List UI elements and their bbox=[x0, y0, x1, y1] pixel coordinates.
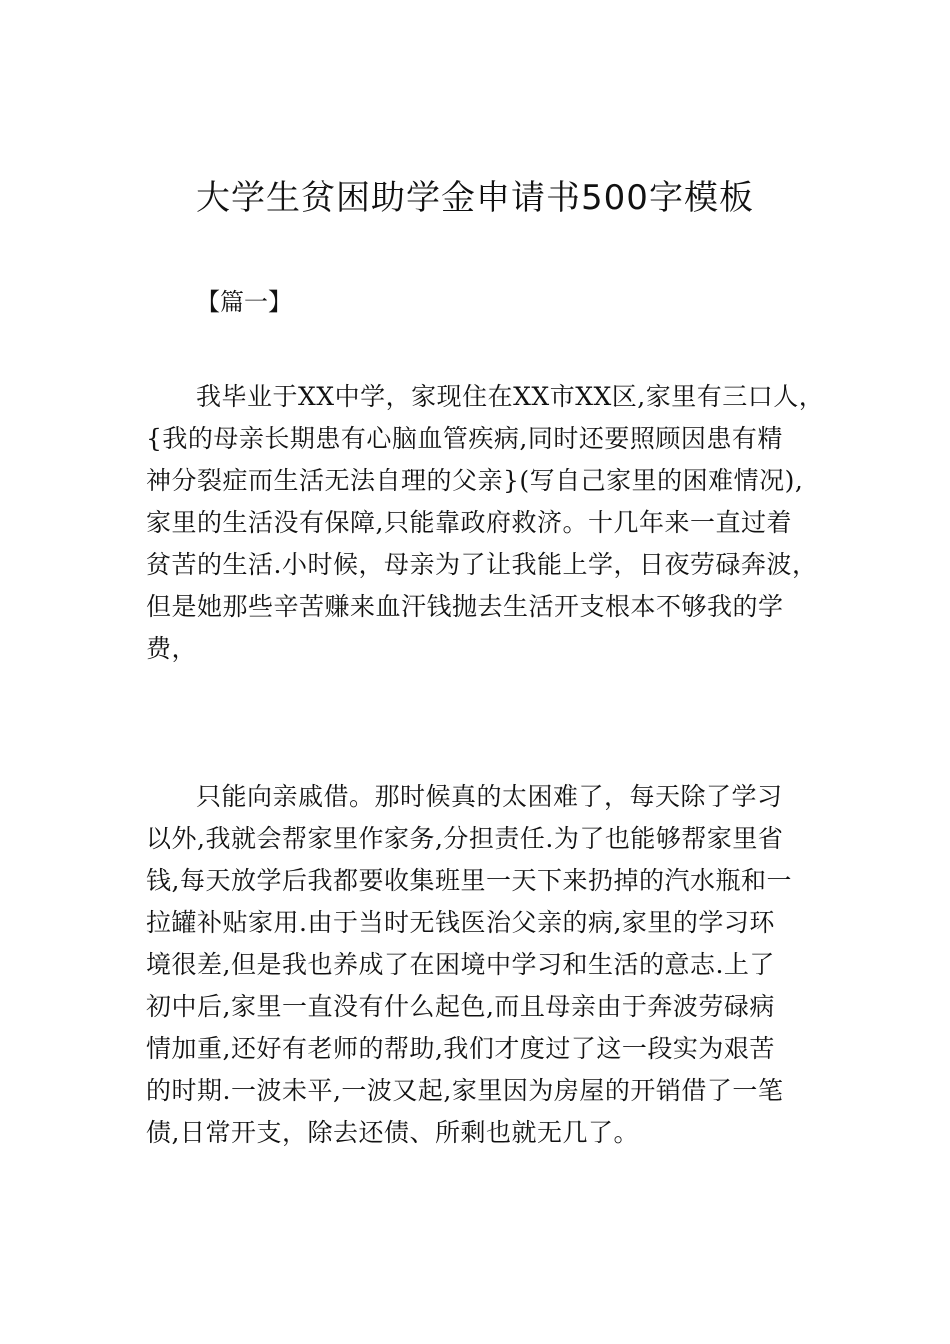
paragraph-2 bbox=[146, 776, 826, 1154]
paragraph-line: 我毕业于XX中学，家现住在XX市XX区,家里有三口人， bbox=[196, 382, 825, 411]
paragraph-line: 钱,每天放学后我都要收集班里一天下来扔掉的汽水瓶和一 bbox=[146, 866, 792, 895]
paragraph-line: 家里的生活没有保障,只能靠政府救济。十几年来一直过着 bbox=[146, 508, 792, 537]
paragraph-line: 初中后,家里一直没有什么起色,而且母亲由于奔波劳碌病 bbox=[146, 992, 775, 1021]
paragraph-line: 的时期.一波未平,一波又起,家里因为房屋的开销借了一笔 bbox=[146, 1076, 784, 1105]
paragraph-line: 拉罐补贴家用.由于当时无钱医治父亲的病,家里的学习环 bbox=[146, 908, 775, 937]
paragraph-line: 情加重,还好有老师的帮助,我们才度过了这一段实为艰苦 bbox=[146, 1034, 775, 1063]
paragraph-line: 费， bbox=[146, 634, 198, 663]
paragraph-line: 只能向亲戚借。那时候真的太困难了，每天除了学习 bbox=[196, 782, 783, 811]
paragraph-line: 但是她那些辛苦赚来血汗钱抛去生活开支根本不够我的学 bbox=[146, 592, 784, 621]
section-label: 【篇一】 bbox=[196, 288, 292, 316]
paragraph-line: 债,日常开支，除去还债、所剩也就无几了。 bbox=[146, 1118, 639, 1147]
paragraph-line: 神分裂症而生活无法自理的父亲}(写自己家里的困难情况), bbox=[146, 466, 804, 495]
paragraph-1 bbox=[146, 376, 826, 670]
paragraph-line: 以外,我就会帮家里作家务,分担责任.为了也能够帮家里省 bbox=[146, 824, 784, 853]
paragraph-line: {我的母亲长期患有心脑血管疾病,同时还要照顾因患有精 bbox=[146, 424, 783, 453]
document-title: 大学生贫困助学金申请书500字模板 bbox=[196, 178, 754, 218]
paragraph-line: 贫苦的生活.小时候，母亲为了让我能上学，日夜劳碌奔波， bbox=[146, 550, 818, 579]
paragraph-line: 境很差,但是我也养成了在困境中学习和生活的意志.上了 bbox=[146, 950, 775, 979]
